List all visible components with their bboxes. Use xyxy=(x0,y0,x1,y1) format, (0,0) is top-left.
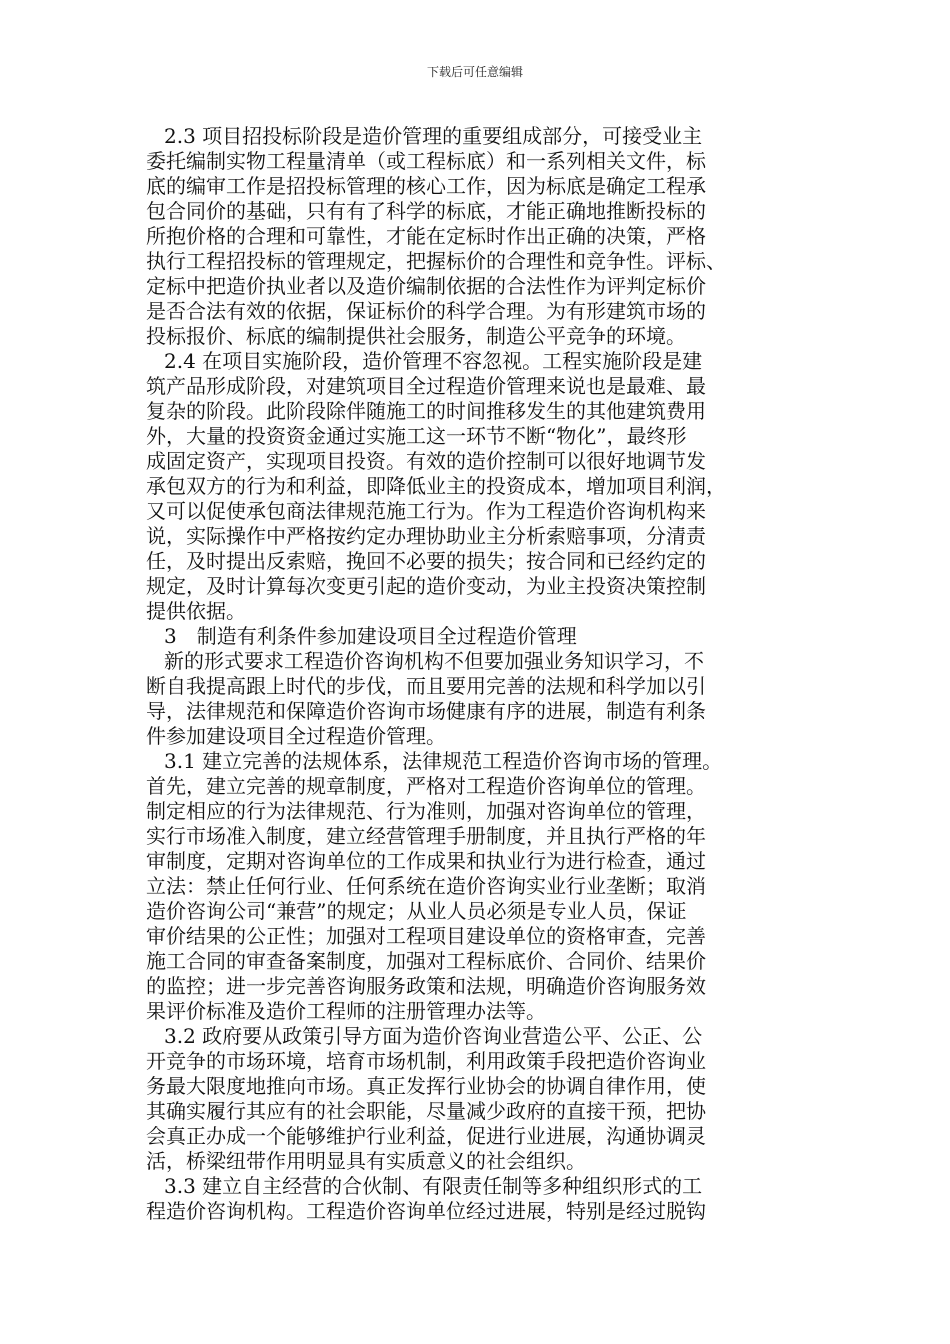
paragraph-first-line: 3.3 建立自主经营的合伙制、有限责任制等多种组织形式的工 xyxy=(164,1174,703,1198)
paragraph-first-line: 2.4 在项目实施阶段，造价管理不容忽视。工程实施阶段是建 xyxy=(164,349,703,373)
text-line: 外，大量的投资资金通过实施工这一环节不断“物化”，最终形 xyxy=(146,424,687,448)
text-line: 审制度，定期对咨询单位的工作成果和执业行为进行检查，通过 xyxy=(146,849,706,873)
text-line: 果评价标准及造价工程师的注册管理办法等。 xyxy=(146,999,546,1023)
text-line: 其确实履行其应有的社会职能，尽量减少政府的直接干预，把协 xyxy=(146,1099,706,1123)
text-line: 成固定资产，实现项目投资。有效的造价控制可以很好地调节发 xyxy=(146,449,706,473)
text-line: 执行工程招投标的管理规定，把握标价的合理性和竞争性。评标、 xyxy=(146,249,726,273)
text-line: 委托编制实物工程量清单（或工程标底）和一系列相关文件，标 xyxy=(146,149,706,173)
text-line: 立法：禁止任何行业、任何系统在造价咨询实业行业垄断；取消 xyxy=(146,874,706,898)
text-line: 规定，及时计算每次变更引起的造价变动，为业主投资决策控制 xyxy=(146,574,706,598)
text-line: 投标报价、标底的编制提供社会服务，制造公平竞争的环境。 xyxy=(146,324,686,348)
text-line: 又可以促使承包商法律规范施工行为。作为工程造价咨询机构来 xyxy=(146,499,706,523)
paragraph-first-line: 2.3 项目招投标阶段是造价管理的重要组成部分，可接受业主 xyxy=(164,124,703,148)
text-line: 务最大限度地推向市场。真正发挥行业协会的协调自律作用，使 xyxy=(146,1074,706,1098)
text-line: 任，及时提出反索赔，挽回不必要的损失；按合同和已经约定的 xyxy=(146,549,706,573)
text-line: 件参加建设项目全过程造价管理。 xyxy=(146,724,446,748)
text-line: 首先，建立完善的规章制度，严格对工程造价咨询单位的管理。 xyxy=(146,774,706,798)
text-line: 审价结果的公正性；加强对工程项目建设单位的资格审查，完善 xyxy=(146,924,706,948)
text-line: 程造价咨询机构。工程造价咨询单位经过进展，特别是经过脱钩 xyxy=(146,1199,706,1223)
text-line: 定标中把造价执业者以及造价编制依据的合法性作为评判定标价 xyxy=(146,274,706,298)
text-line: 说，实际操作中严格按约定办理协助业主分析索赔事项，分清责 xyxy=(146,524,706,548)
text-line: 导，法律规范和保障造价咨询市场健康有序的进展，制造有利条 xyxy=(146,699,706,723)
paragraph-first-line: 3.2 政府要从政策引导方面为造价咨询业营造公平、公正、公 xyxy=(164,1024,703,1048)
text-line: 制定相应的行为法律规范、行为准则，加强对咨询单位的管理， xyxy=(146,799,706,823)
text-line: 活，桥梁纽带作用明显具有实质意义的社会组织。 xyxy=(146,1149,586,1173)
text-line: 所抱价格的合理和可靠性，才能在定标时作出正确的决策，严格 xyxy=(146,224,706,248)
text-line: 实行市场准入制度，建立经营管理手册制度，并且执行严格的年 xyxy=(146,824,706,848)
text-line: 复杂的阶段。此阶段除伴随施工的时间推移发生的其他建筑费用 xyxy=(146,399,706,423)
page-header: 下载后可任意编辑 xyxy=(426,65,523,79)
text-line: 底的编审工作是招投标管理的核心工作，因为标底是确定工程承 xyxy=(146,174,706,198)
text-line: 造价咨询公司“兼营”的规定；从业人员必须是专业人员，保证 xyxy=(146,899,687,923)
text-line: 开竞争的市场环境，培育市场机制，利用政策手段把造价咨询业 xyxy=(146,1049,706,1073)
text-line: 会真正办成一个能够维护行业利益，促进行业进展，沟通协调灵 xyxy=(146,1124,706,1148)
document-body xyxy=(146,124,784,1224)
text-line: 包合同价的基础，只有有了科学的标底，才能正确地推断投标的 xyxy=(146,199,706,223)
text-line: 是否合法有效的依据，保证标价的科学合理。为有形建筑市场的 xyxy=(146,299,706,323)
paragraph-first-line: 3 制造有利条件参加建设项目全过程造价管理 xyxy=(164,624,577,648)
text-line: 断自我提高跟上时代的步伐，而且要用完善的法规和科学加以引 xyxy=(146,674,706,698)
paragraph-first-line: 新的形式要求工程造价咨询机构不但要加强业务知识学习，不 xyxy=(164,649,704,673)
text-line: 的监控；进一步完善咨询服务政策和法规，明确造价咨询服务效 xyxy=(146,974,706,998)
text-line: 承包双方的行为和利益，即降低业主的投资成本，增加项目利润， xyxy=(146,474,726,498)
paragraph-first-line: 3.1 建立完善的法规体系，法律规范工程造价咨询市场的管理。 xyxy=(164,749,723,773)
text-line: 筑产品形成阶段，对建筑项目全过程造价管理来说也是最难、最 xyxy=(146,374,706,398)
text-line: 提供依据。 xyxy=(146,599,246,623)
text-line: 施工合同的审查备案制度，加强对工程标底价、合同价、结果价 xyxy=(146,949,706,973)
